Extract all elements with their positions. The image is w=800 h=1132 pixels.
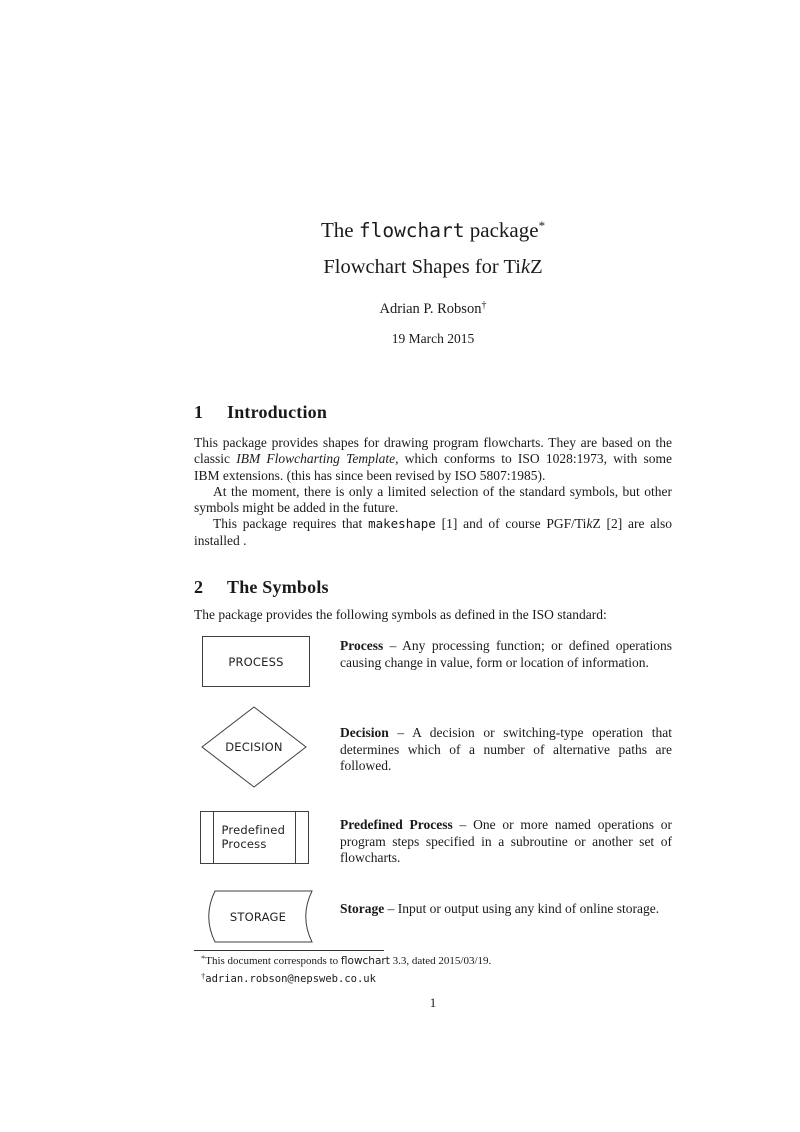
- shape-column: [194, 636, 340, 687]
- term-decision: Decision: [340, 725, 389, 741]
- italic-k: k: [586, 516, 593, 532]
- description-text: A decision or switching-type operation that determines which of a number of alternative paths are followed.: [340, 725, 672, 773]
- author: [194, 301, 672, 318]
- footnote-email: [194, 972, 672, 987]
- term-process: Process: [340, 638, 384, 654]
- subtitle-post: Z: [530, 256, 543, 278]
- description-text: One or more named operations or program steps specified in a subroutine or another set of flowcharts.: [340, 817, 672, 865]
- term-predefined-process: Predefined Process: [340, 817, 453, 833]
- title-footnote-mark: *: [538, 218, 546, 233]
- section-heading-symbols: [194, 577, 672, 598]
- footnote-mark-asterisk: *: [201, 953, 206, 964]
- term-separator: –: [383, 638, 403, 654]
- paper-title: [194, 217, 672, 246]
- intro-paragraph-2: At the moment, there is only a limited selection of the standard symbols, but other symbols might be added in the future.: [194, 483, 672, 516]
- decision-shape-label: DECISION: [225, 740, 283, 755]
- paragraph-text: This package provides shapes for drawing program flowcharts. They are based on the classic: [194, 435, 672, 467]
- intro-paragraph-1: [194, 435, 672, 484]
- storage-description: [340, 901, 672, 917]
- symbol-row-storage: [194, 890, 672, 943]
- page-number: 1: [429, 995, 437, 1010]
- section-title: Introduction: [227, 402, 328, 422]
- date: 19 March 2015: [391, 331, 475, 346]
- title-post: package: [464, 218, 539, 242]
- paragraph-text: , which conforms to ISO 1028:1973, with some IBM extensions. (this has since been revised by ISO 5807:1985).: [194, 451, 672, 483]
- footnote-package-name: flowchart: [340, 955, 390, 968]
- paragraph-text: [1] and of course PGF/Ti: [435, 516, 587, 532]
- storage-shape: [203, 890, 313, 943]
- footnote-text: 3.3, dated 2015/03/19.: [389, 955, 492, 968]
- code-makeshape: makeshape: [368, 516, 436, 532]
- author-email-address: adrian.robson@nepsweb.co.uk: [205, 972, 376, 985]
- process-shape: [202, 636, 310, 687]
- shape-column: [194, 706, 340, 788]
- description-column: [340, 636, 672, 687]
- title-pre: The: [320, 218, 359, 242]
- symbol-row-predefined-process: [194, 811, 672, 866]
- section-heading-introduction: [194, 402, 672, 423]
- title-package-name: flowchart: [358, 219, 465, 242]
- predefined-process-shape-label: Predefined Process: [221, 823, 286, 851]
- shape-column: [194, 811, 340, 866]
- intro-paragraph-3: [194, 516, 672, 549]
- section-title: The Symbols: [227, 577, 329, 598]
- term-separator: –: [452, 817, 474, 833]
- predefined-process-shape: [200, 811, 309, 864]
- title-block: [194, 0, 672, 347]
- predefined-process-description: [340, 817, 672, 866]
- italic-ibm-template: IBM Flowcharting Template: [236, 451, 396, 467]
- subtitle-italic-k: k: [520, 256, 531, 278]
- paragraph-text: This package requires that: [213, 516, 369, 532]
- text-block: [194, 0, 672, 986]
- term-separator: –: [384, 901, 398, 917]
- decision-shape: [201, 706, 307, 788]
- paper-subtitle: [194, 254, 672, 280]
- introduction-paragraphs: [194, 435, 672, 549]
- footnote-mark-dagger: †: [201, 970, 206, 981]
- predefined-right-bar: [295, 812, 296, 863]
- term-storage: Storage: [340, 901, 385, 917]
- decision-label-overlay: [201, 706, 307, 788]
- footnote-version: [194, 954, 672, 969]
- description-column: [340, 890, 672, 943]
- symbol-row-process: [194, 636, 672, 687]
- section-number: 2: [194, 577, 204, 598]
- symbols-lead-sentence: The package provides the following symbols as defined in the ISO standard:: [194, 607, 607, 623]
- description-text: Any processing function; or defined operations causing change in value, form or location of information.: [340, 638, 673, 670]
- term-separator: –: [388, 725, 413, 741]
- author-footnote-mark: †: [481, 300, 487, 311]
- description-text: Input or output using any kind of online storage.: [397, 901, 660, 917]
- subtitle-pre: Flowchart Shapes for Ti: [323, 256, 521, 278]
- author-name: Adrian P. Robson: [379, 301, 482, 317]
- storage-shape-label: STORAGE: [229, 909, 287, 924]
- storage-label-overlay: [203, 890, 313, 943]
- decision-description: [340, 725, 672, 774]
- footnote-block: [194, 950, 672, 986]
- paragraph-text: Z [2] are also installed .: [194, 516, 672, 548]
- description-column: [340, 706, 672, 788]
- process-shape-label: PROCESS: [228, 654, 284, 669]
- section-number: 1: [194, 402, 204, 422]
- symbol-row-decision: [194, 706, 672, 788]
- footnote-rule: [194, 950, 384, 951]
- description-column: [340, 811, 672, 866]
- shape-column: [194, 890, 340, 943]
- footnote-text: This document corresponds to: [205, 955, 341, 968]
- predefined-left-bar: [213, 812, 214, 863]
- process-description: [340, 638, 672, 671]
